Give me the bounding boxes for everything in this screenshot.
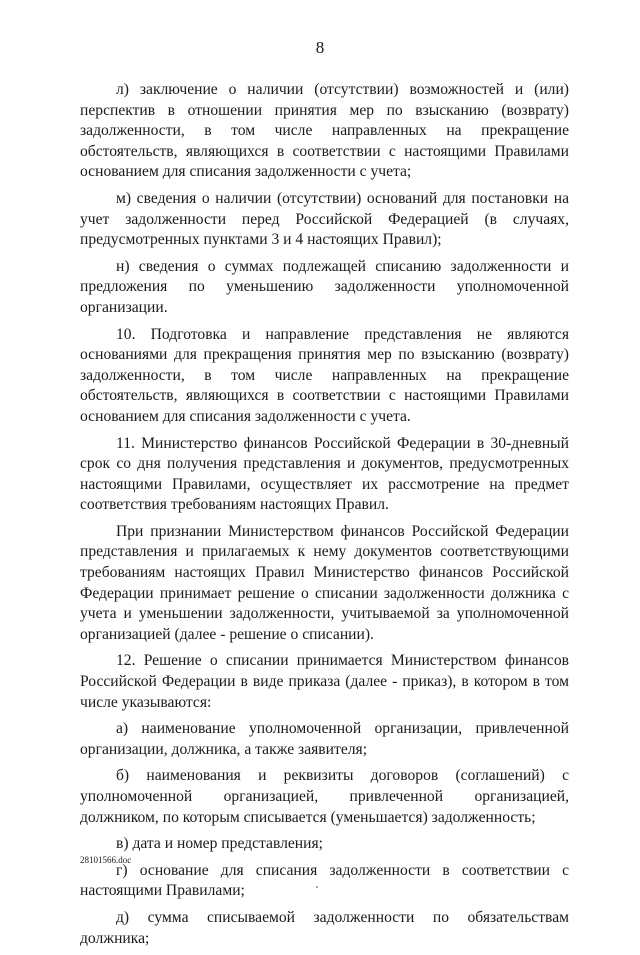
paragraph-12-b: б) наименования и реквизиты договоров (соглашений) с уполномоченной организацией, привлеченной организацией, должником, по которым списывается (уменьшается) задолженность; (80, 767, 569, 826)
paragraph-n: н) сведения о суммах подлежащей списанию задолженности и предложения по уменьшению задолженности уполномоченной организации. (80, 257, 569, 316)
page-number: 8 (315, 38, 325, 57)
document-body (80, 80, 569, 955)
paragraph-12-v: в) дата и номер представления; (116, 835, 323, 853)
paragraph-12-d: д) сумма списываемой задолженности по обязательствам должника; (80, 908, 569, 947)
paragraph-l: л) заключение о наличии (отсутствии) возможностей и (или) перспектив в отношении принятия мер по взысканию (возврату) задолженности, в том числе направленных на прекращение обстоятельств, являющихся в соответствии с настоящими Правилами основанием для списания задолженности с учета; (80, 81, 569, 181)
paragraph-11: 11. Министерство финансов Российской Федерации в 30-дневный срок со дня получения представления и документов, предусмотренных настоящими Правилами, осуществляет их рассмотрение на предмет соответствия требованиям настоящих Правил. (80, 434, 569, 514)
paragraph-m: м) сведения о наличии (отсутствии) оснований для постановки на учет задолженности перед Российской Федерацией (в случаях, предусмотренных пунктами 3 и 4 настоящих Правил); (80, 189, 569, 249)
paragraph-11-decision: При признании Министерством финансов Российской Федерации представления и прилагаемых к нему документов соответствующими требованиям настоящих Правил Министерство финансов Российской Федерации принимает решение о списании задолженности должника с учета и уменьшении задолженности, учитываемой за уполномоченной организацией (далее - решение о списании). (80, 522, 569, 643)
paragraph-12: 12. Решение о списании принимается Министерством финансов Российской Федерации в виде приказа (далее - приказ), в котором в том числе указываются: (80, 652, 569, 711)
paragraph-12-g: г) основание для списания задолженности в соответствии с настоящими Правилами; (80, 861, 569, 900)
paragraph-10: 10. Подготовка и направление представления не являются основаниями для прекращения принятия мер по взысканию (возврату) задолженности, в том числе направленных на прекращение обстоятельств, являющихся в соответствии с настоящими Правилами основанием для списания задолженности с учета. (80, 325, 569, 425)
scan-dot (316, 886, 318, 888)
paragraph-12-a: а) наименование уполномоченной организации, привлеченной организации, должника, а также заявителя; (80, 720, 569, 758)
footer-file-code: 28101566.doc (80, 855, 132, 865)
